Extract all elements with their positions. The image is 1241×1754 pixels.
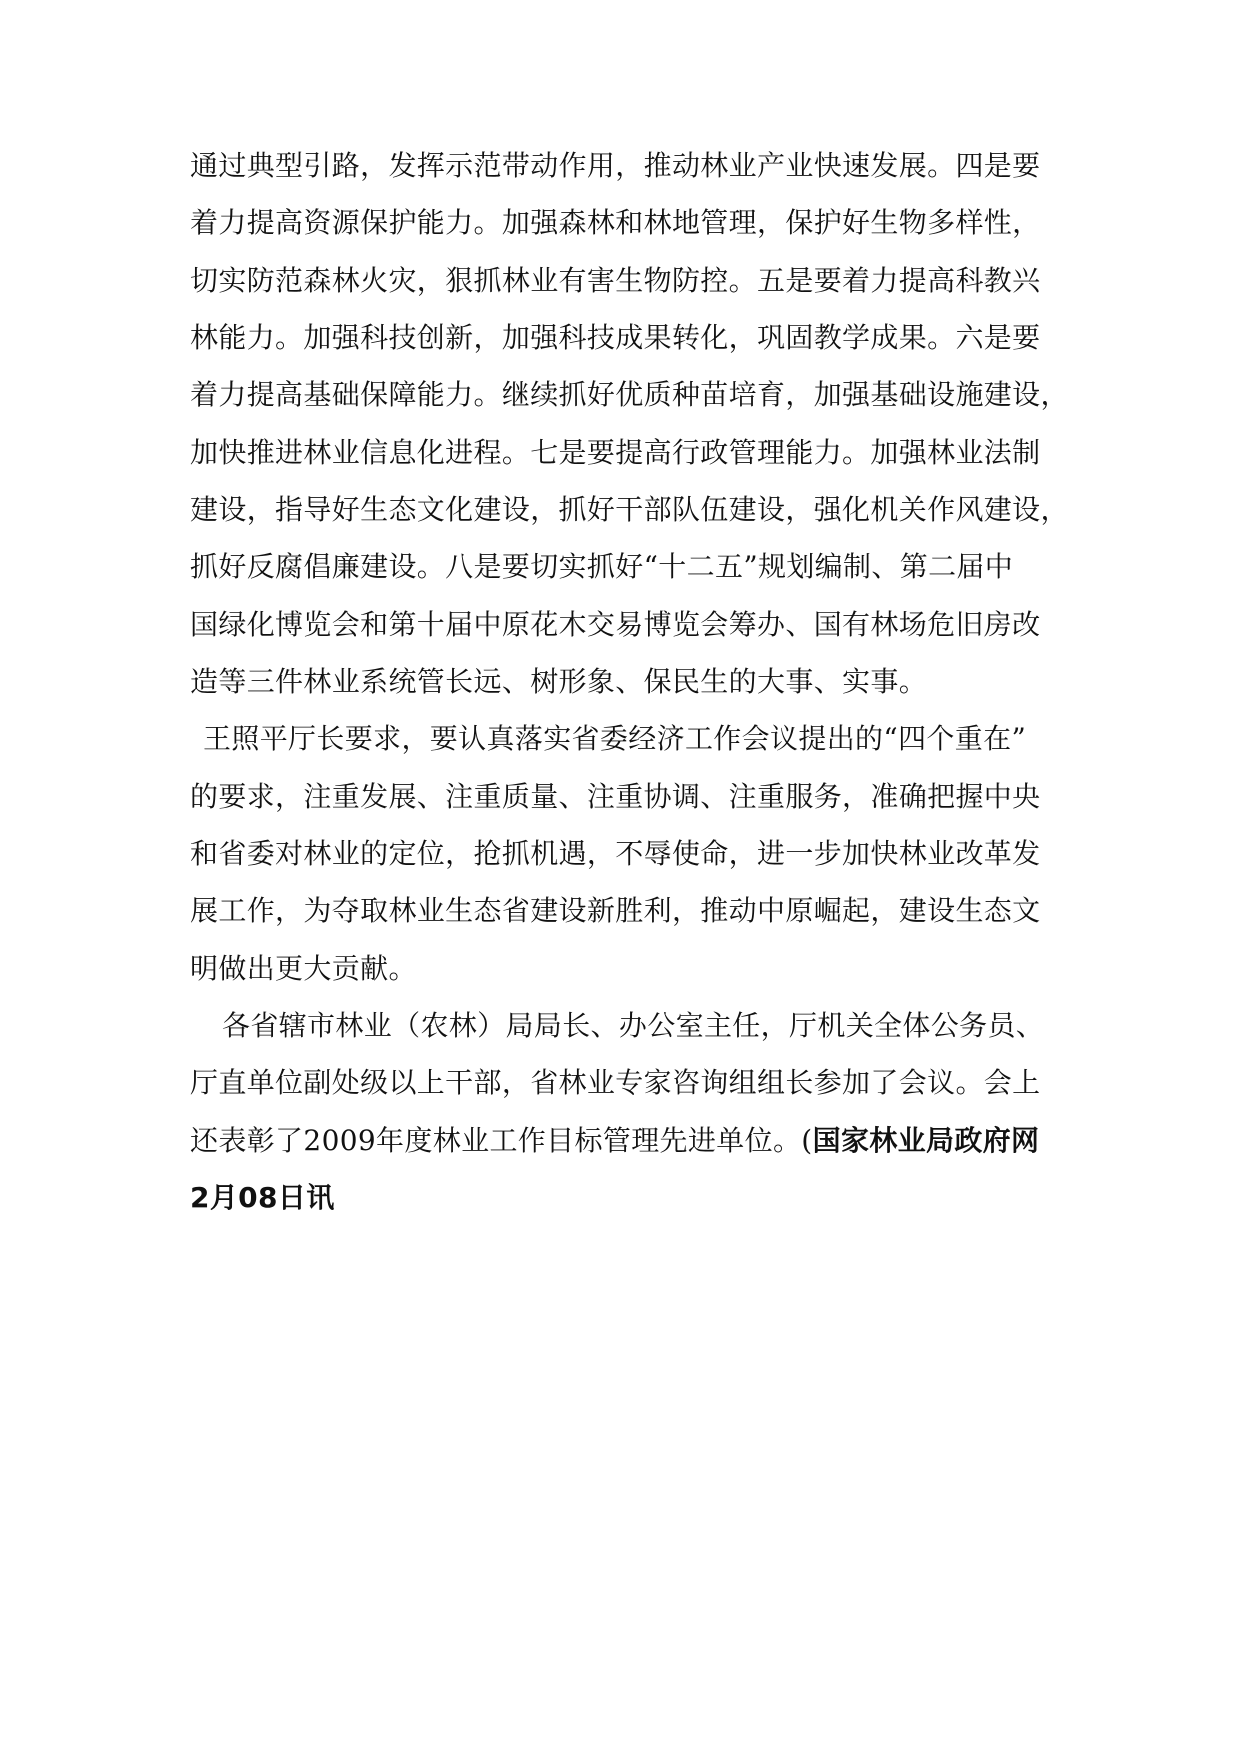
paragraph-line: 加快推进林业信息化进程。七是要提高行政管理能力。加强林业法制 xyxy=(190,436,1041,469)
paragraph-line: 的要求，注重发展、注重质量、注重协调、注重服务，准确把握中央 xyxy=(190,780,1041,813)
source-name: 国家林业局政府网 xyxy=(812,1124,1040,1157)
paragraph-line: 切实防范森林火灾，狠抓林业有害生物防控。五是要着力提高科教兴 xyxy=(190,264,1041,297)
paragraph-line: 着力提高资源保护能力。加强森林和林地管理，保护好生物多样性， xyxy=(190,206,1041,239)
paragraph-line: 国绿化博览会和第十届中原花木交易博览会筹办、国有林场危旧房改 xyxy=(190,608,1041,641)
paragraph-line: 和省委对林业的定位，抢抓机遇，不辱使命，进一步加快林业改革发 xyxy=(190,837,1041,870)
paragraph-line: 厅直单位副处级以上干部，省林业专家咨询组组长参加了会议。会上 xyxy=(190,1066,1041,1099)
paragraph-line: 明做出更大贡献。 xyxy=(190,952,417,985)
paragraph-line xyxy=(190,1121,1039,1161)
paragraph-line: 通过典型引路，发挥示范带动作用，推动林业产业快速发展。四是要 xyxy=(190,149,1041,182)
paragraph-line: 林能力。加强科技创新，加强科技成果转化，巩固教学成果。六是要 xyxy=(190,321,1041,354)
paragraph-line: 王照平厅长要求，要认真落实省委经济工作会议提出的“四个重在” xyxy=(203,722,1027,755)
paragraph-text: 还表彰了2009年度林业工作目标管理先进单位。( xyxy=(190,1124,813,1157)
source-date: 2月08日讯 xyxy=(190,1181,335,1214)
paragraph-line: 抓好反腐倡廉建设。八是要切实抓好“十二五”规划编制、第二届中 xyxy=(190,550,1014,583)
paragraph-line: 建设，指导好生态文化建设，抓好干部队伍建设，强化机关作风建设， xyxy=(190,493,1069,526)
paragraph-line: 展工作，为夺取林业生态省建设新胜利，推动中原崛起，建设生态文 xyxy=(190,894,1041,927)
paragraph-line: 造等三件林业系统管长远、树形象、保民生的大事、实事。 xyxy=(190,665,928,698)
paragraph-line: 着力提高基础保障能力。继续抓好优质种苗培育，加强基础设施建设， xyxy=(190,378,1069,411)
paragraph-line: 各省辖市林业（农林）局局长、办公室主任，厅机关全体公务员、 xyxy=(222,1009,1045,1042)
